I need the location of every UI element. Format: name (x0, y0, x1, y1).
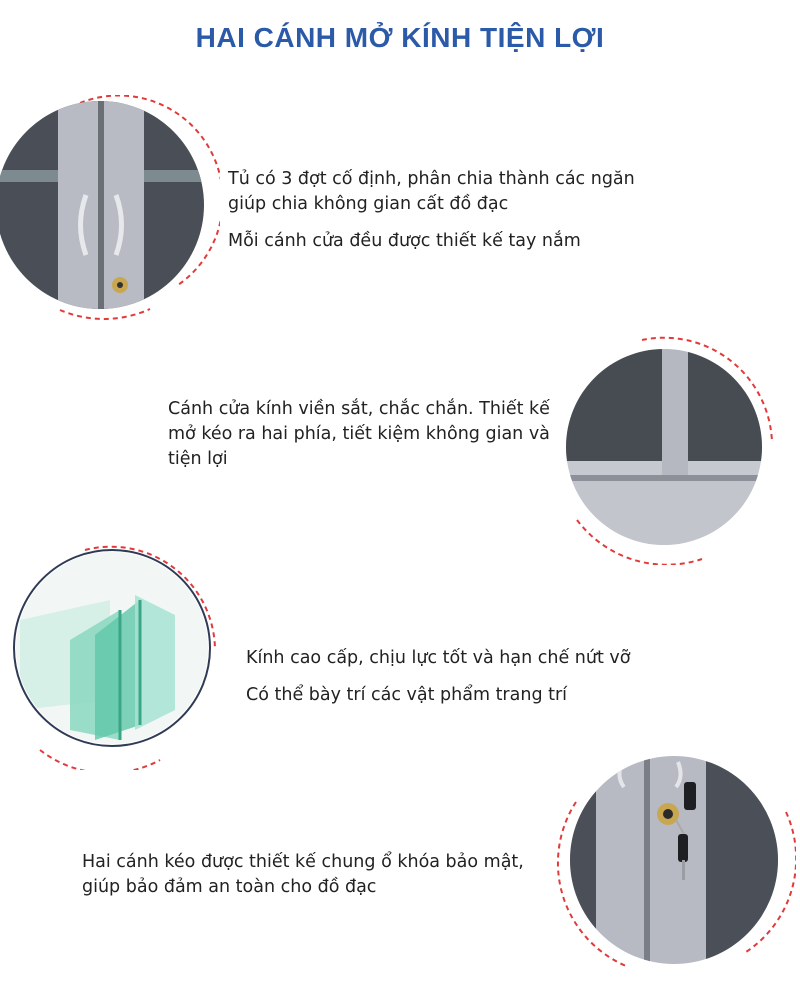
feature-2 (0, 335, 800, 575)
page-title: HAI CÁNH MỞ KÍNH TIỆN LỢI (195, 22, 605, 53)
feature-2-text (168, 397, 568, 472)
glass-door-photo (552, 335, 792, 565)
feature-line: Có thể bày trí các vật phẩm trang trí (246, 685, 568, 705)
door-handles-photo (0, 95, 220, 325)
feature-4-text (82, 850, 542, 900)
feature-1 (0, 95, 800, 335)
feature-line: Tủ có 3 đợt cố định, phân chia thành các ngăn giúp chia không gian cất đồ đạc (228, 169, 635, 214)
feature-line: Mỗi cánh cửa đều được thiết kế tay nắm (228, 231, 581, 251)
feature-line: Hai cánh kéo được thiết kế chung ổ khóa bảo mật, giúp bảo đảm an toàn cho đồ đạc (82, 852, 524, 897)
lock-key-photo (556, 742, 796, 1000)
feature-line: Kính cao cấp, chịu lực tốt và hạn chế nứt vỡ (246, 648, 631, 668)
feature-4 (0, 740, 800, 1003)
feature-line: Cánh cửa kính viền sắt, chắc chắn. Thiết kế mở kéo ra hai phía, tiết kiệm không gian và tiện lợi (168, 399, 550, 469)
glass-panes-photo (0, 540, 230, 770)
feature-3-text (246, 646, 746, 708)
feature-1-text (228, 167, 648, 254)
